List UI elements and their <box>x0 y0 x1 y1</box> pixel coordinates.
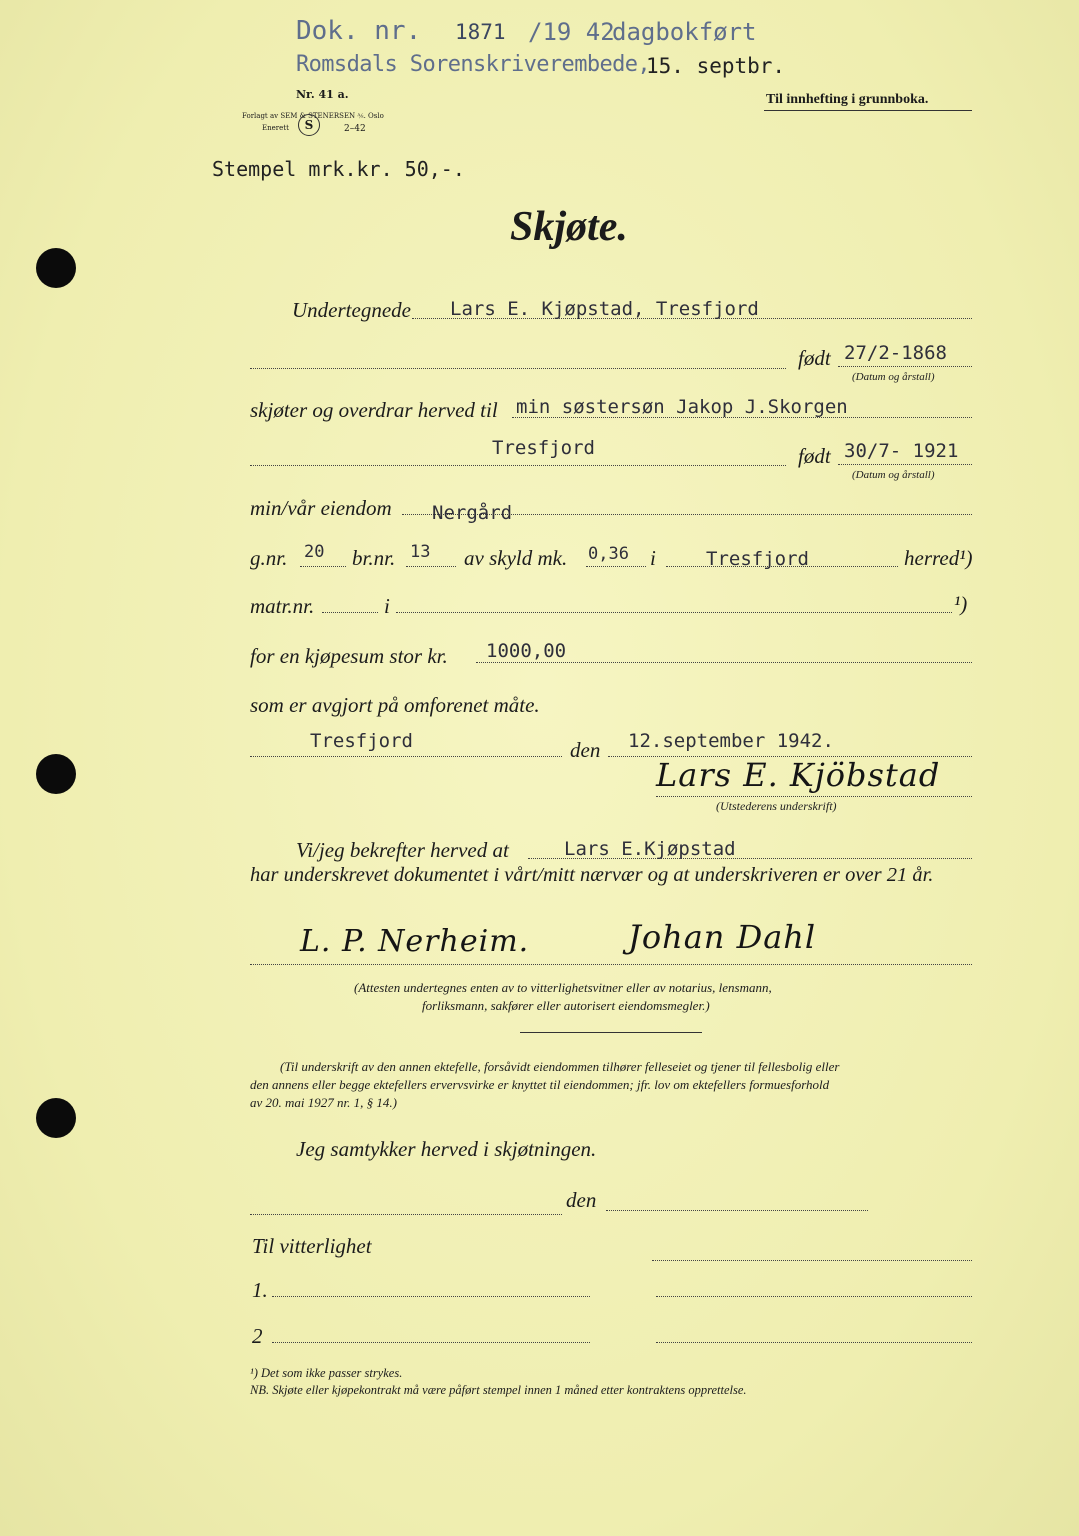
place-value: Tresfjord <box>310 730 413 752</box>
skyld-value: 0,36 <box>588 544 629 564</box>
matr-i-line <box>396 612 952 613</box>
publisher-line: Forlagt av SEM & STENERSEN ⅍. Oslo <box>242 112 384 120</box>
witness-line <box>250 964 972 965</box>
eiendom-label: min/vår eiendom <box>250 496 392 520</box>
separator-rule <box>520 1032 702 1033</box>
blank-line-1 <box>250 368 786 369</box>
datum-hint-2: (Datum og årstall) <box>852 469 935 481</box>
stamp-dagbokfort: dagbokført <box>612 18 757 46</box>
brnr-label: br.nr. <box>352 546 396 570</box>
witness-num-2: 2 <box>252 1324 263 1348</box>
punch-hole-bottom <box>36 1098 76 1138</box>
page-title: Skjøte. <box>510 204 628 250</box>
attest-label: Vi/jeg bekrefter herved at <box>296 838 509 862</box>
avgjort-text: som er avgjort på omforenet måte. <box>250 693 540 717</box>
witness-line-1b <box>656 1296 972 1297</box>
attest-note-2: forliksmann, sakfører eller autorisert eiendomsmegler.) <box>422 998 710 1013</box>
den-label: den <box>570 738 601 762</box>
spouse-note-3: av 20. mai 1927 nr. 1, § 14.) <box>250 1095 397 1110</box>
footnote-2: NB. Skjøte eller kjøpekontrakt må være påført stempel innen 1 måned etter kontraktens opprettelse. <box>250 1383 747 1397</box>
stamp-dok-label: Dok. nr. <box>296 16 422 46</box>
skjoter-value: min søstersøn Jakop J.Skorgen <box>516 396 848 418</box>
attest-note-1: (Attesten undertegnes enten av to vitterlighetsvitner eller av notarius, lensmann, <box>354 980 772 995</box>
kjopesum-label: for en kjøpesum stor kr. <box>250 644 448 668</box>
fodt1-line <box>838 366 972 367</box>
witness-line-2a <box>272 1342 590 1343</box>
skyld-label: av skyld mk. <box>464 546 568 570</box>
eiendom-value: Nergård <box>432 502 513 524</box>
matr-note: ¹) <box>954 592 968 616</box>
place-line <box>250 756 562 757</box>
stamp-office: Romsdals Sorenskriverembede, <box>296 52 651 77</box>
gnr-line <box>300 566 346 567</box>
spouse-note-2: den annens eller begge ektefellers ervervsvirke er knyttet til eiendommen; jfr. lov om ektefellers formuesforhold <box>250 1077 830 1092</box>
consent-den-label: den <box>566 1188 597 1212</box>
seller-signature: Lars E. Kjöbstad <box>656 756 941 794</box>
attest-statement: har underskrevet dokumentet i vårt/mitt nærvær og at underskriveren er over 21 år. <box>250 864 934 886</box>
skjoter-label: skjøter og overdrar herved til <box>250 398 498 422</box>
witness-line-1a <box>272 1296 590 1297</box>
seller-signature-caption: (Utstederens underskrift) <box>716 799 837 813</box>
witness-line-2b <box>656 1342 972 1343</box>
purpose-text: Til innhefting i grunnboka. <box>766 92 929 107</box>
stamp-date: 15. septbr. <box>646 54 786 78</box>
stamp-duty: Stempel mrk.kr. 50,-. <box>212 157 465 181</box>
fodt1-value: 27/2-1868 <box>844 342 947 364</box>
publisher-enerett: Enerett <box>262 124 289 132</box>
consent-text: Jeg samtykker herved i skjøtningen. <box>296 1137 597 1161</box>
buyer-place: Tresfjord <box>492 437 595 459</box>
undertegnede-value: Lars E. Kjøpstad, Tresfjord <box>450 298 759 320</box>
punch-hole-middle <box>36 754 76 794</box>
datum-hint-1: (Datum og årstall) <box>852 371 935 383</box>
attest-value: Lars E.Kjøpstad <box>564 838 736 860</box>
witness-num-1: 1. <box>252 1278 268 1302</box>
publisher-code: 2–42 <box>344 124 366 134</box>
spouse-note-1: (Til underskrift av den annen ektefelle, forsåvidt eiendommen tilhører felleseiet og tjener til fellesbolig eller <box>280 1059 840 1074</box>
kjopesum-line <box>476 662 972 663</box>
fodt2-value: 30/7- 1921 <box>844 440 959 462</box>
brnr-line <box>406 566 456 567</box>
publisher-logo-text: S <box>304 118 314 132</box>
fodt1-label: født <box>798 346 831 370</box>
matr-i-label: i <box>384 594 390 618</box>
consent-signature-line <box>652 1260 972 1261</box>
punch-hole-top <box>36 248 76 288</box>
herred-value: Tresfjord <box>706 548 809 570</box>
undertegnede-label: Undertegnede <box>292 298 411 322</box>
matr-line <box>322 612 378 613</box>
brnr-value: 13 <box>410 542 431 562</box>
publisher-logo-icon <box>298 114 320 136</box>
consent-date-line <box>606 1210 868 1211</box>
fodt2-line <box>838 464 972 465</box>
date-value: 12.september 1942. <box>628 730 834 752</box>
gnr-label: g.nr. <box>250 546 288 570</box>
kjopesum-value: 1000,00 <box>486 640 567 662</box>
stamp-doc-number: 1871 <box>455 20 506 44</box>
witness-2-signature: Johan Dahl <box>628 918 817 956</box>
skyld-line <box>586 566 646 567</box>
witness-1-signature: L. P. Nerheim. <box>300 924 530 959</box>
gnr-value: 20 <box>304 542 325 562</box>
matr-label: matr.nr. <box>250 594 315 618</box>
footnote-1: ¹) Det som ikke passer strykes. <box>250 1366 403 1380</box>
form-number: Nr. 41 a. <box>296 88 349 101</box>
stamp-year: /19 42 <box>528 18 615 46</box>
consent-place-line <box>250 1214 562 1215</box>
seller-signature-line <box>656 796 972 797</box>
herred-label: herred¹) <box>904 546 973 570</box>
fodt2-label: født <box>798 444 831 468</box>
vitterlighet-label: Til vitterlighet <box>252 1234 372 1258</box>
header-rule <box>764 110 972 111</box>
buyer-line <box>250 465 786 466</box>
skyld-i-label: i <box>650 546 656 570</box>
